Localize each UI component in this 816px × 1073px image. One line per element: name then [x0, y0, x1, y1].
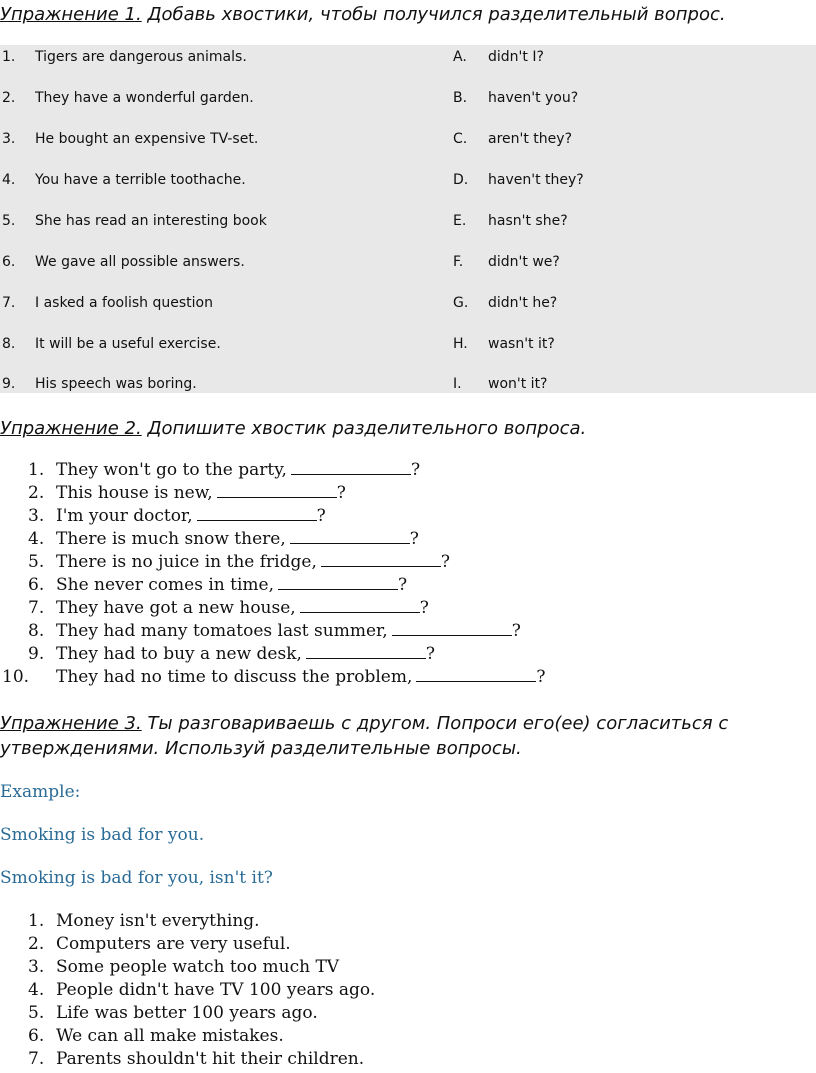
item-number: 8.	[28, 621, 45, 641]
row-number: 1.	[2, 49, 16, 65]
item-number: 7.	[28, 598, 45, 618]
question-mark: ?	[440, 552, 450, 572]
item-text: This house is new,	[56, 483, 213, 503]
row-answer: won't it?	[488, 376, 548, 392]
table-row	[0, 250, 816, 280]
table-row	[0, 332, 816, 362]
row-letter: G.	[453, 295, 469, 311]
exercise-3-heading	[0, 713, 728, 734]
exercise-3-heading-line2	[0, 738, 522, 759]
question-mark: ?	[536, 667, 546, 687]
row-sentence: They have a wonderful garden.	[35, 90, 254, 106]
table-row	[0, 45, 816, 75]
exercise-2-heading	[0, 418, 586, 439]
item-number: 4.	[28, 980, 45, 1000]
row-answer: wasn't it?	[488, 336, 555, 352]
item-number: 6.	[28, 1026, 45, 1046]
answer-blank[interactable]	[278, 575, 398, 590]
example-statement: Smoking is bad for you.	[0, 825, 205, 845]
row-answer: didn't I?	[488, 49, 544, 65]
row-letter: H.	[453, 336, 468, 352]
question-mark: ?	[410, 460, 421, 480]
row-letter: A.	[453, 49, 467, 65]
row-number: 5.	[2, 213, 16, 229]
item-text: They had no time to discuss the problem,	[56, 667, 413, 687]
item-text: Parents shouldn't hit their children.	[56, 1049, 365, 1069]
item-text: There is much snow there,	[56, 529, 286, 549]
question-mark: ?	[511, 621, 521, 641]
exercise-3-instruction-line1: Ты разговариваешь с другом. Попроси его(ее) согласиться с	[147, 713, 729, 734]
item-number: 1.	[28, 460, 45, 480]
item-number: 2.	[28, 934, 45, 954]
row-sentence: You have a terrible toothache.	[35, 172, 246, 188]
row-letter: B.	[453, 90, 468, 106]
table-row	[0, 86, 816, 116]
item-number: 2.	[28, 483, 45, 503]
answer-blank[interactable]	[392, 621, 512, 636]
exercise-3-instruction-line2: утверждениями. Используй разделительные вопросы.	[0, 738, 522, 759]
item-text: They have got a new house,	[56, 598, 296, 618]
item-number: 5.	[28, 1003, 45, 1023]
row-letter: E.	[453, 213, 467, 229]
answer-blank[interactable]	[197, 506, 317, 521]
item-number: 9.	[28, 644, 45, 664]
row-sentence: It will be a useful exercise.	[35, 336, 221, 352]
row-number: 3.	[2, 131, 16, 147]
row-answer: aren't they?	[488, 131, 572, 147]
row-answer: didn't we?	[488, 254, 560, 270]
item-text: Life was better 100 years ago.	[56, 1003, 318, 1023]
item-text: They won't go to the party,	[56, 460, 287, 480]
item-text: Some people watch too much TV	[56, 957, 340, 977]
item-number: 10.	[2, 667, 30, 687]
row-sentence: His speech was boring.	[35, 376, 197, 392]
row-sentence: She has read an interesting book	[35, 213, 267, 229]
item-number: 5.	[28, 552, 45, 572]
table-row	[0, 127, 816, 157]
row-answer: haven't you?	[488, 90, 579, 106]
row-letter: I.	[453, 376, 462, 392]
row-number: 8.	[2, 336, 16, 352]
exercise-3-label: Упражнение 3.	[0, 713, 142, 734]
item-text: I'm your doctor,	[56, 506, 193, 526]
item-text: Computers are very useful.	[56, 934, 291, 954]
exercise-1-label: Упражнение 1.	[0, 4, 142, 25]
answer-blank[interactable]	[291, 460, 411, 475]
item-text: They had many tomatoes last summer,	[56, 621, 388, 641]
answer-blank[interactable]	[300, 598, 420, 613]
question-mark: ?	[316, 506, 326, 526]
answer-blank[interactable]	[321, 552, 441, 567]
table-row	[0, 291, 816, 321]
item-text: There is no juice in the fridge,	[56, 552, 317, 572]
answer-blank[interactable]	[416, 667, 536, 682]
question-mark: ?	[419, 598, 429, 618]
exercise-2-instruction: Допишите хвостик разделительного вопроса.	[147, 418, 587, 439]
item-number: 3.	[28, 506, 45, 526]
item-text: We can all make mistakes.	[56, 1026, 284, 1046]
row-sentence: I asked a foolish question	[35, 295, 213, 311]
row-number: 4.	[2, 172, 16, 188]
matching-table	[0, 45, 816, 393]
row-number: 9.	[2, 376, 16, 392]
item-number: 7.	[28, 1049, 45, 1069]
item-number: 3.	[28, 957, 45, 977]
row-answer: hasn't she?	[488, 213, 568, 229]
row-number: 7.	[2, 295, 16, 311]
question-mark: ?	[409, 529, 419, 549]
row-number: 2.	[2, 90, 16, 106]
table-row	[0, 168, 816, 198]
table-row	[0, 372, 816, 402]
row-sentence: Tigers are dangerous animals.	[35, 49, 247, 65]
item-number: 6.	[28, 575, 45, 595]
item-text: She never comes in time,	[56, 575, 274, 595]
answer-blank[interactable]	[217, 483, 337, 498]
row-letter: F.	[453, 254, 464, 270]
answer-blank[interactable]	[290, 529, 410, 544]
row-number: 6.	[2, 254, 16, 270]
row-answer: didn't he?	[488, 295, 558, 311]
item-number: 1.	[28, 911, 45, 931]
question-mark: ?	[336, 483, 346, 503]
row-sentence: He bought an expensive TV-set.	[35, 131, 259, 147]
exercise-1-heading	[0, 4, 726, 25]
row-sentence: We gave all possible answers.	[35, 254, 245, 270]
item-text: They had to buy a new desk,	[56, 644, 302, 664]
item-text: Money isn't everything.	[56, 911, 260, 931]
item-text: People didn't have TV 100 years ago.	[56, 980, 376, 1000]
row-letter: C.	[453, 131, 468, 147]
question-mark: ?	[397, 575, 408, 595]
answer-blank[interactable]	[306, 644, 426, 659]
example-label: Example:	[0, 782, 81, 802]
row-answer: haven't they?	[488, 172, 584, 188]
item-number: 4.	[28, 529, 45, 549]
exercise-2-label: Упражнение 2.	[0, 418, 142, 439]
example-question: Smoking is bad for you, isn't it?	[0, 868, 273, 888]
table-row	[0, 209, 816, 239]
exercise-1-instruction: Добавь хвостики, чтобы получился разделительный вопрос.	[147, 4, 726, 25]
question-mark: ?	[425, 644, 436, 664]
row-letter: D.	[453, 172, 469, 188]
